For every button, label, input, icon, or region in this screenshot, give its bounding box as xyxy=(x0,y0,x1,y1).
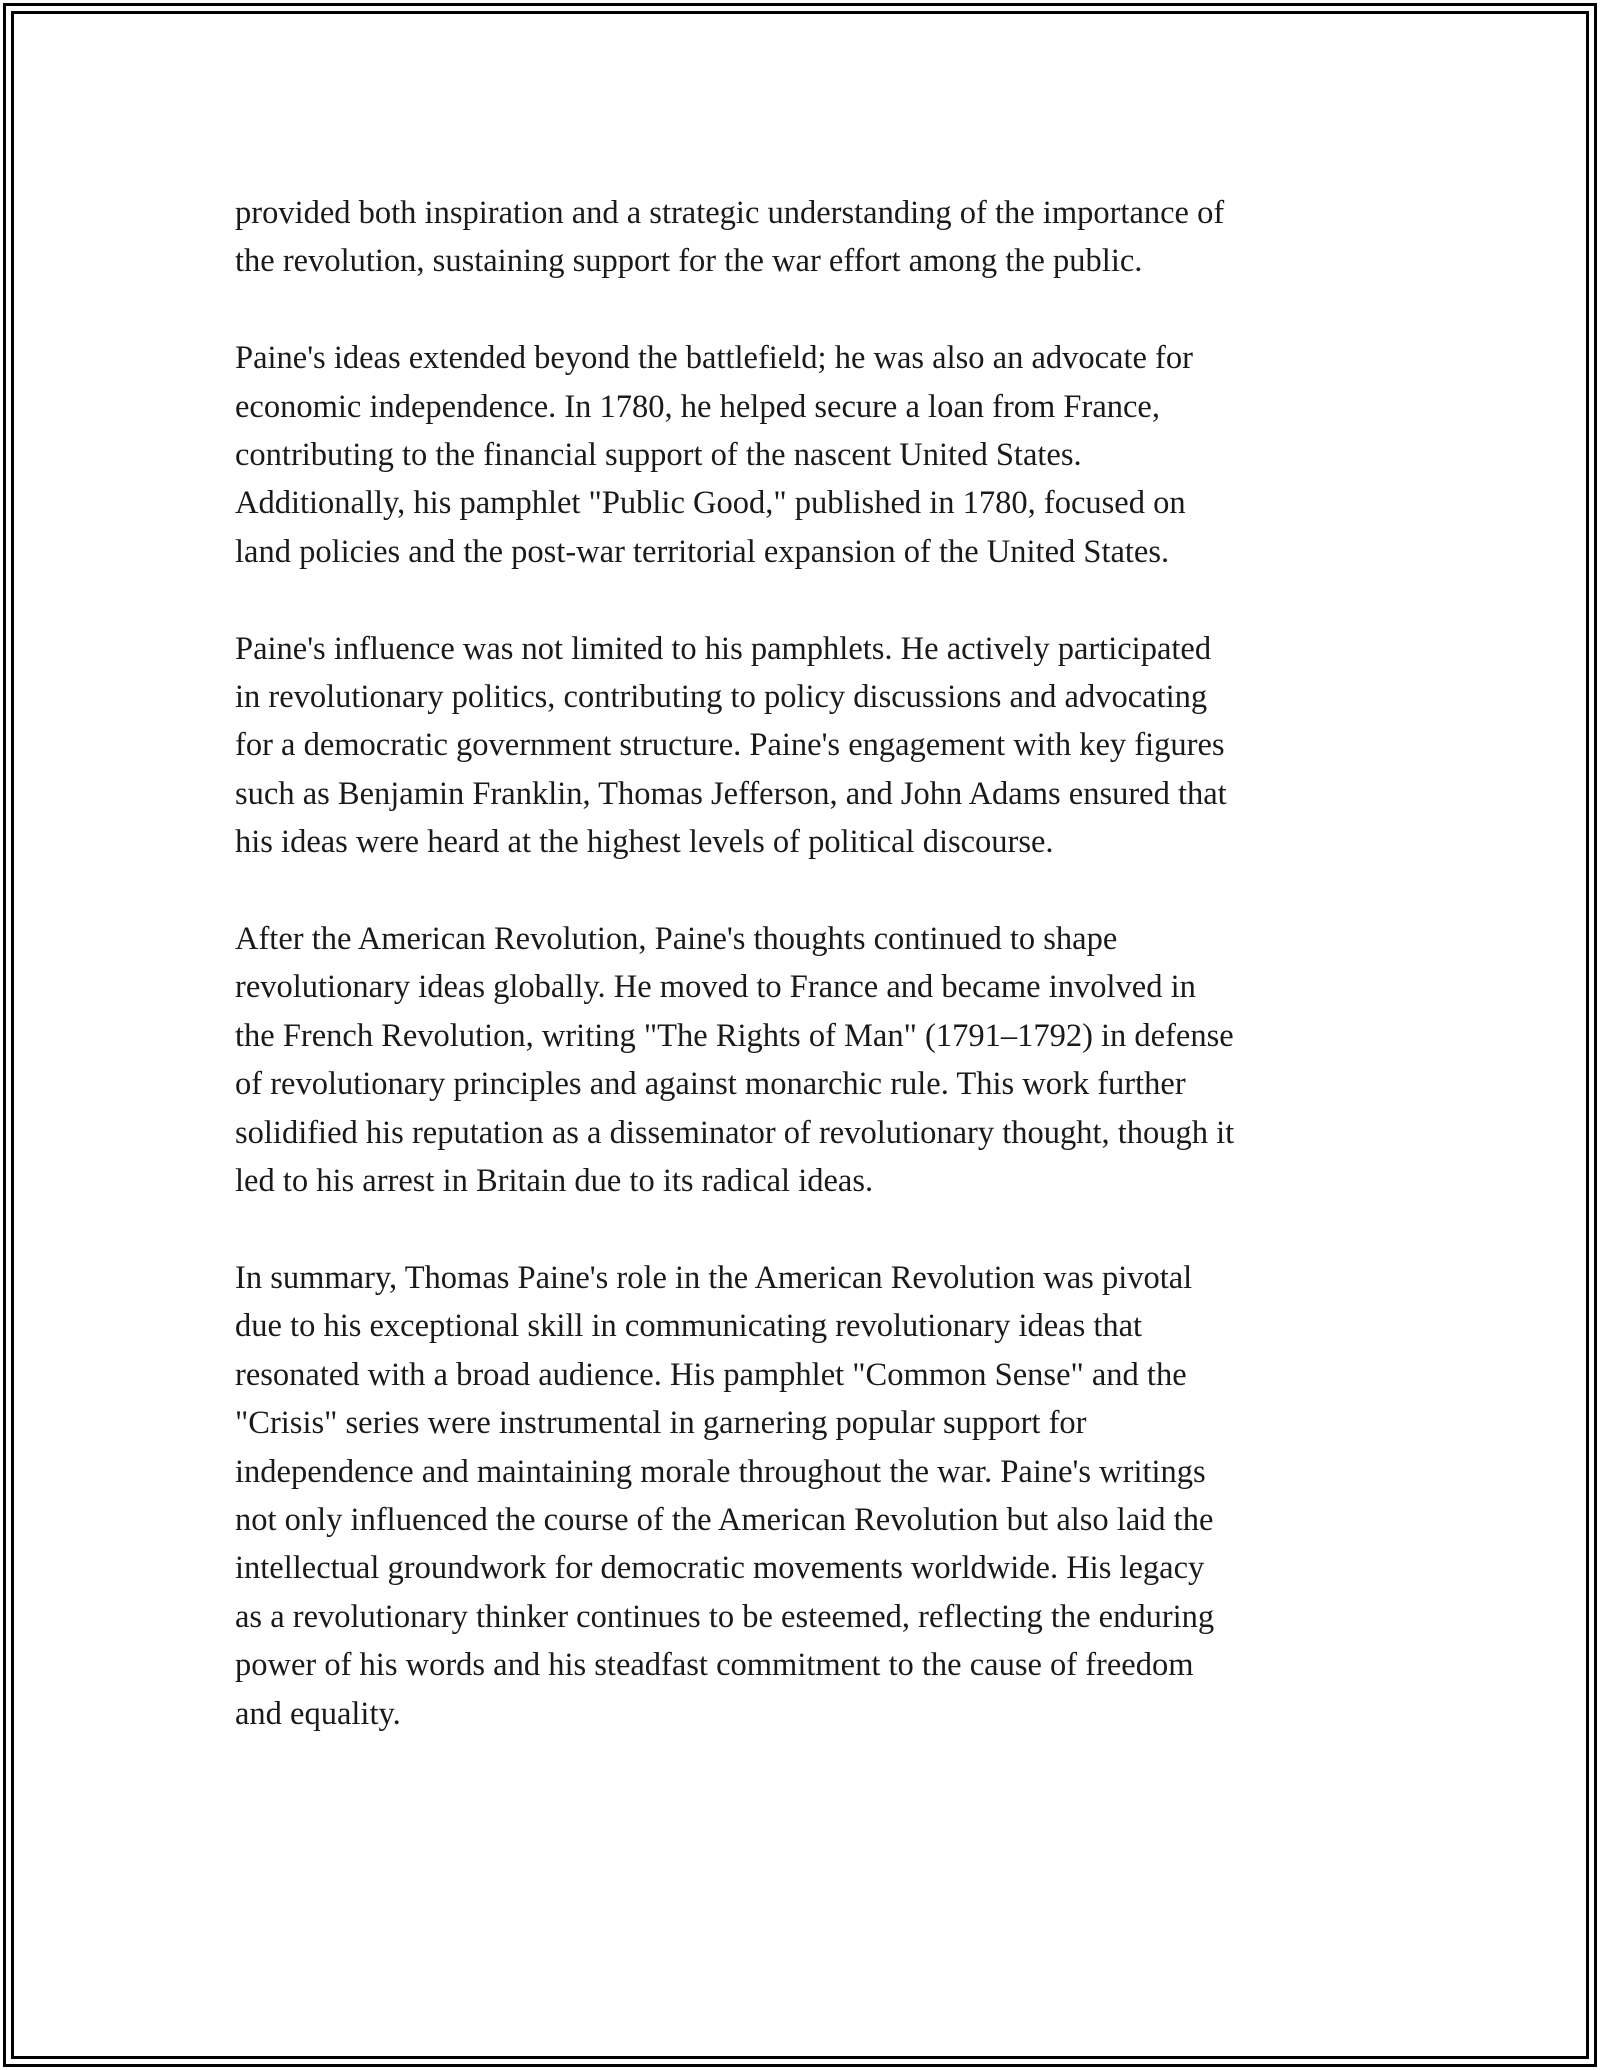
text-line: Paine's influence was not limited to his pamphlets. He actively participated xyxy=(235,630,1212,667)
text-line: solidified his reputation as a disseminator of revolutionary thought, though it xyxy=(235,1114,1235,1151)
text-line: resonated with a broad audience. His pamphlet "Common Sense" and the xyxy=(235,1356,1187,1393)
paragraph-2 xyxy=(235,334,1370,576)
text-line: "Crisis" series were instrumental in garnering popular support for xyxy=(235,1405,1087,1442)
text-line: and equality. xyxy=(235,1695,401,1732)
text-line: After the American Revolution, Paine's thoughts continued to shape xyxy=(235,921,1118,958)
text-line: power of his words and his steadfast commitment to the cause of freedom xyxy=(235,1647,1194,1684)
text-line: due to his exceptional skill in communicating revolutionary ideas that xyxy=(235,1308,1143,1345)
text-line: intellectual groundwork for democratic movements worldwide. His legacy xyxy=(235,1550,1205,1587)
text-line: land policies and the post-war territorial expansion of the United States. xyxy=(235,533,1170,570)
paragraph-3 xyxy=(235,625,1370,867)
text-line: in revolutionary politics, contributing to policy discussions and advocating xyxy=(235,679,1208,716)
text-line: such as Benjamin Franklin, Thomas Jefferson, and John Adams ensured that xyxy=(235,775,1227,812)
text-line: In summary, Thomas Paine's role in the American Revolution was pivotal xyxy=(235,1259,1193,1296)
paragraph-1 xyxy=(235,189,1370,286)
text-line: revolutionary ideas globally. He moved to France and became involved in xyxy=(235,969,1196,1006)
text-line: of revolutionary principles and against monarchic rule. This work further xyxy=(235,1066,1186,1103)
paragraph-4 xyxy=(235,915,1370,1205)
text-line: Paine's ideas extended beyond the battlefield; he was also an advocate for xyxy=(235,340,1193,377)
paragraph-5 xyxy=(235,1254,1370,1738)
text-line: provided both inspiration and a strategic understanding of the importance of xyxy=(235,195,1225,231)
text-line: the French Revolution, writing "The Rights of Man" (1791–1792) in defense xyxy=(235,1017,1234,1054)
text-line: independence and maintaining morale throughout the war. Paine's writings xyxy=(235,1453,1206,1490)
text-line: as a revolutionary thinker continues to be esteemed, reflecting the enduring xyxy=(235,1598,1215,1635)
text-line: Additionally, his pamphlet "Public Good," published in 1780, focused on xyxy=(235,485,1186,522)
document-body xyxy=(235,189,1370,1786)
text-line: not only influenced the course of the American Revolution but also laid the xyxy=(235,1501,1214,1538)
text-line: led to his arrest in Britain due to its radical ideas. xyxy=(235,1163,874,1200)
text-line: his ideas were heard at the highest levels of political discourse. xyxy=(235,824,1054,861)
text-line: the revolution, sustaining support for the war effort among the public. xyxy=(235,243,1143,280)
text-line: contributing to the financial support of the nascent United States. xyxy=(235,437,1082,474)
text-line: economic independence. In 1780, he helped secure a loan from France, xyxy=(235,388,1160,425)
text-line: for a democratic government structure. Paine's engagement with key figures xyxy=(235,727,1225,764)
